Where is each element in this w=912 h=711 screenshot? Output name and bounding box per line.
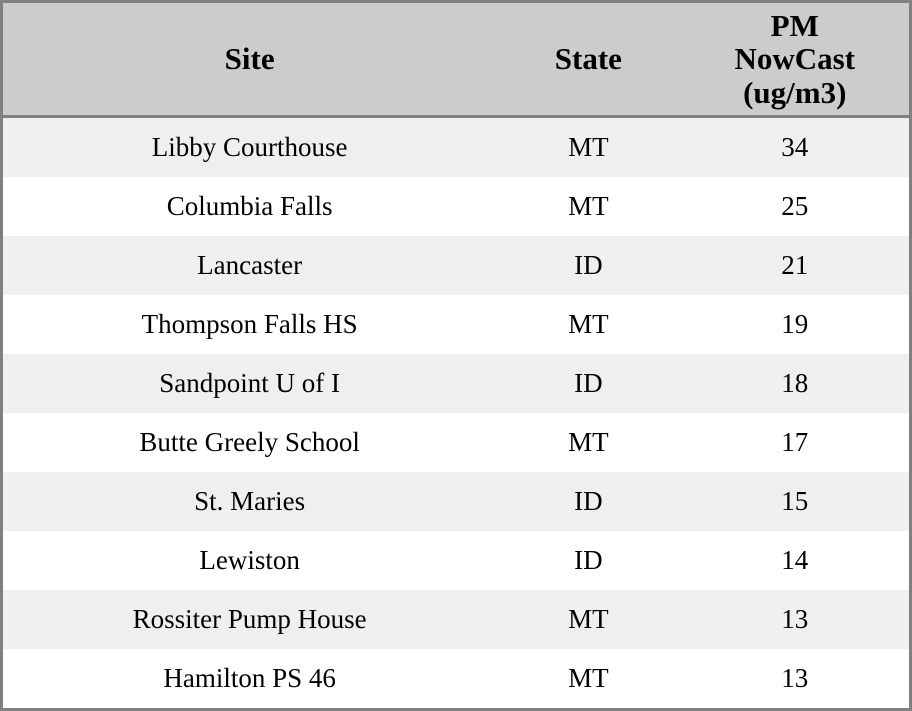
- cell-site: Columbia Falls: [166, 191, 333, 222]
- cell-state: ID: [574, 250, 603, 281]
- table-row: [3, 177, 909, 236]
- column-header-pm-line-3: (ug/m3): [743, 74, 847, 110]
- cell-site: Hamilton PS 46: [163, 663, 336, 693]
- cell-pm-nowcast: 25: [781, 191, 809, 222]
- cell-state: MT: [568, 427, 609, 458]
- cell-site: Sandpoint U of I: [159, 368, 340, 399]
- cell-pm-nowcast: 18: [781, 368, 809, 399]
- table-row: [3, 117, 909, 177]
- table-body: [3, 117, 909, 708]
- cell-pm-nowcast: 34: [781, 132, 809, 163]
- cell-site: Butte Greely School: [139, 427, 360, 458]
- cell-state: MT: [568, 191, 609, 222]
- cell-state: MT: [568, 132, 609, 163]
- table-row: [3, 590, 909, 649]
- cell-state: MT: [568, 309, 609, 340]
- cell-pm-nowcast: 21: [781, 250, 809, 281]
- cell-pm-nowcast: 13: [781, 604, 809, 635]
- cell-pm-nowcast: 13: [781, 663, 809, 693]
- cell-state: MT: [568, 604, 609, 635]
- cell-pm-nowcast: 19: [781, 309, 809, 340]
- cell-state: ID: [574, 545, 603, 576]
- table-row: [3, 531, 909, 590]
- cell-site: Libby Courthouse: [151, 132, 348, 163]
- air-quality-table: [3, 3, 909, 708]
- table-header-row: [3, 3, 909, 117]
- table-row: [3, 649, 909, 708]
- cell-pm-nowcast: 17: [781, 427, 809, 458]
- cell-site: Thompson Falls HS: [141, 309, 358, 340]
- cell-site: Lewiston: [199, 545, 300, 576]
- cell-state: MT: [568, 663, 609, 693]
- table-row: [3, 413, 909, 472]
- column-header-pm-line-1: PM: [770, 8, 819, 43]
- table-header: [3, 3, 909, 117]
- cell-site: Lancaster: [197, 250, 303, 281]
- column-header-pm-nowcast: [681, 3, 909, 117]
- cell-site: St. Maries: [194, 486, 306, 517]
- cell-state: ID: [574, 368, 603, 399]
- column-header-site: Site: [3, 3, 496, 117]
- table-row: [3, 472, 909, 531]
- cell-pm-nowcast: 15: [781, 486, 809, 517]
- table-row: [3, 236, 909, 295]
- table-row: [3, 354, 909, 413]
- cell-state: ID: [574, 486, 603, 517]
- column-header-state: State: [496, 3, 680, 117]
- cell-pm-nowcast: 14: [781, 545, 809, 576]
- cell-site: Rossiter Pump House: [132, 604, 367, 635]
- table-row: [3, 295, 909, 354]
- column-header-pm-line-2: NowCast: [734, 41, 856, 77]
